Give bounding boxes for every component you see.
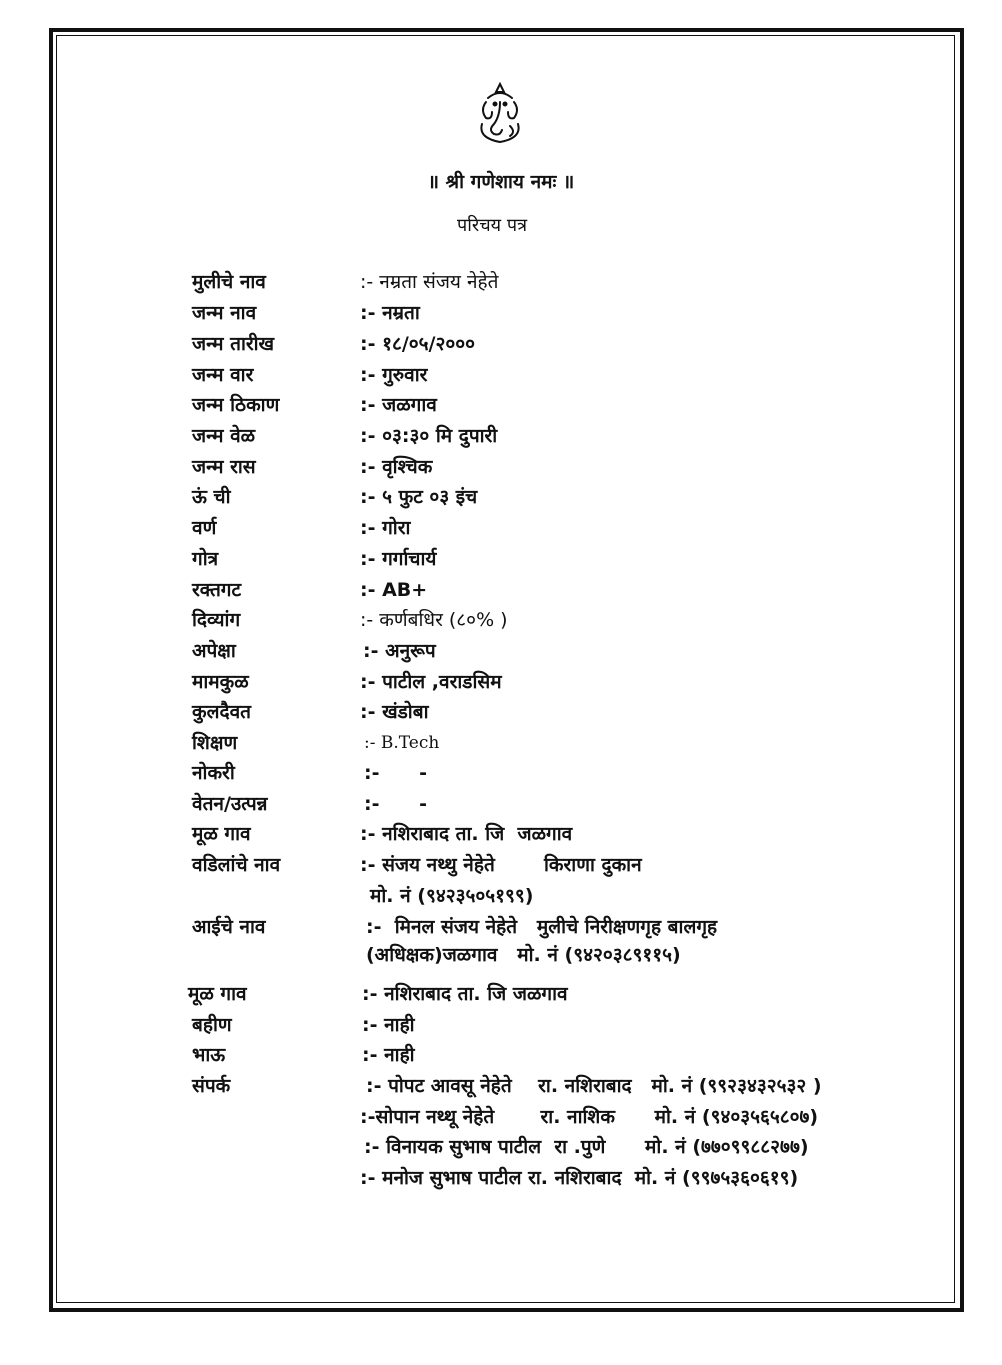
field-label: बहीण <box>192 1014 232 1036</box>
field-label: जन्म तारीख <box>192 333 275 355</box>
field-label: भाऊ <box>192 1044 226 1066</box>
field-value: :- नाही <box>362 1014 415 1036</box>
field-value: :- गुरुवार <box>360 364 428 386</box>
field-label: मुलीचे नाव <box>192 271 266 293</box>
field-value: :- ०३:३० मि दुपारी <box>360 425 498 447</box>
field-label: वर्ण <box>192 517 217 539</box>
field-label: जन्म रास <box>192 456 256 478</box>
field-label: जन्म वार <box>192 364 254 386</box>
field-label: मामकुळ <box>192 671 249 693</box>
field-value: :- - <box>364 793 428 815</box>
field-value: :- वृश्चिक <box>360 456 433 478</box>
field-label: संपर्क <box>192 1075 231 1097</box>
field-value-phone: मो. नं (९४२३५०५१९९) <box>370 885 534 907</box>
field-label: अपेक्षा <box>192 640 236 662</box>
field-value: :- नम्रता <box>360 302 420 324</box>
page-title: ॥ श्री गणेशाय नमः ॥ <box>427 171 575 193</box>
field-label: वेतन/उत्पन्न <box>192 793 268 815</box>
field-label: रक्तगट <box>192 579 242 601</box>
field-label: जन्म वेळ <box>192 425 256 447</box>
field-label: वडिलांचे नाव <box>192 854 281 876</box>
field-label: गोत्र <box>192 548 219 570</box>
field-value: :- अनुरूप <box>363 640 436 662</box>
field-label: मूळ गाव <box>188 983 247 1005</box>
field-value: :- गर्गाचार्य <box>360 548 437 570</box>
field-label: मूळ गाव <box>192 823 251 845</box>
field-label: जन्म नाव <box>192 302 257 324</box>
field-label: आईचे नाव <box>192 916 266 938</box>
field-value: :- नशिराबाद ता. जि जळगाव <box>362 983 568 1005</box>
field-value-occupation: किराणा दुकान <box>544 854 642 876</box>
contact-entry: :- मनोज सुभाष पाटील रा. नशिराबाद मो. नं (९९७५३६०६१९) <box>360 1167 799 1189</box>
field-value: :- जळगाव <box>360 394 437 416</box>
field-label: दिव्यांग <box>192 609 241 631</box>
field-value: :- - <box>364 762 428 784</box>
field-label: शिक्षण <box>192 732 238 754</box>
field-label: कुलदैवत <box>192 701 251 723</box>
field-value: :- नशिराबाद ता. जि जळगाव <box>360 823 573 845</box>
field-value: :- पाटील ,वराडसिम <box>360 671 502 693</box>
field-value: :- B.Tech <box>364 733 440 753</box>
field-label: ऊं ची <box>192 486 231 508</box>
field-value-continued: (अधिक्षक)जळगाव मो. नं (९४२०३८९११५) <box>366 944 681 966</box>
field-value: :- नाही <box>362 1044 415 1066</box>
ganesha-icon <box>470 80 530 146</box>
field-value: :- १८/०५/२००० <box>360 333 476 355</box>
contact-entry: :- विनायक सुभाष पाटील रा .पुणे मो. नं (७७०९९८८२७७) <box>364 1136 809 1158</box>
field-value: :- संजय नथ्थु नेहेते <box>360 854 495 876</box>
page-subtitle: परिचय पत्र <box>457 215 527 236</box>
field-value: :- मिनल संजय नेहेते मुलीचे निरीक्षणगृह बालगृह <box>366 916 718 938</box>
field-value: :- नम्रता संजय नेहेते <box>360 271 499 293</box>
field-value: :- कर्णबधिर (८०% ) <box>360 609 508 631</box>
field-label: नोकरी <box>192 762 235 784</box>
field-label: जन्म ठिकाण <box>192 394 280 416</box>
field-value: :- गोरा <box>360 517 411 539</box>
field-value: :- ५ फुट ०३ इंच <box>360 486 478 508</box>
field-value: :- AB+ <box>360 579 428 601</box>
field-value: :- पोपट आवसू नेहेते रा. नशिराबाद मो. नं (९९२३४३२५३२ ) <box>366 1075 822 1097</box>
field-value: :- खंडोबा <box>360 701 429 723</box>
contact-entry: :-सोपान नथ्थू नेहेते रा. नाशिक मो. नं (९४०३५६५८०७) <box>360 1106 819 1128</box>
